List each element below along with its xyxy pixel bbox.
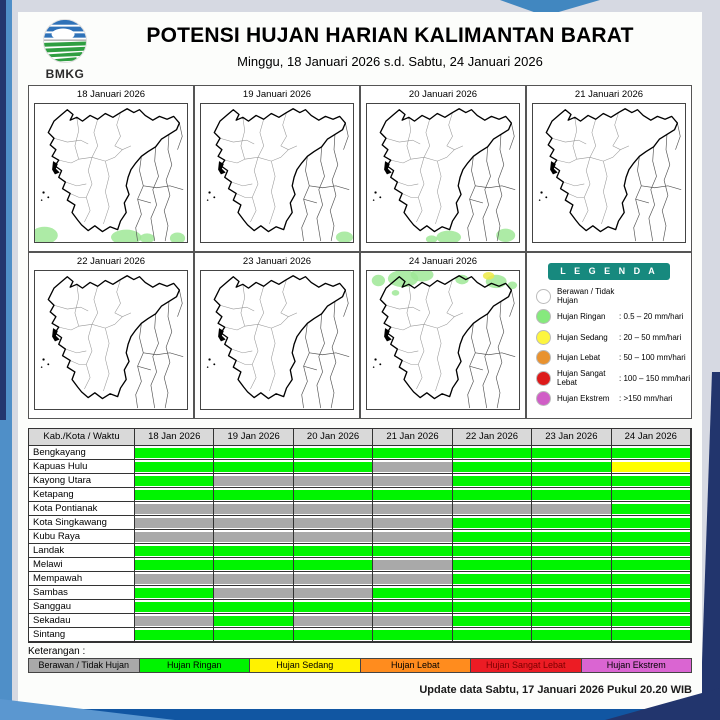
forecast-cell-ringan bbox=[214, 628, 293, 642]
legend-item bbox=[527, 307, 691, 328]
forecast-cell-ringan bbox=[373, 586, 452, 600]
forecast-cell-ringan bbox=[294, 628, 373, 642]
legend-item-range: : >150 mm/hari bbox=[619, 394, 673, 404]
map-kalimantan-barat bbox=[533, 104, 685, 242]
forecast-cell-berawan bbox=[214, 516, 293, 530]
forecast-cell-berawan bbox=[294, 530, 373, 544]
table-row-label: Kota Singkawang bbox=[29, 516, 135, 530]
forecast-cell-ringan bbox=[612, 600, 691, 614]
page-subtitle: Minggu, 18 Januari 2026 s.d. Sabtu, 24 Januari 2026 bbox=[237, 54, 543, 69]
forecast-cell-ringan bbox=[532, 488, 611, 502]
map-panel bbox=[526, 85, 692, 252]
table-header-date: 23 Jan 2026 bbox=[532, 429, 611, 446]
forecast-cell-ringan bbox=[294, 460, 373, 474]
legend-item-label: Hujan Ekstrem bbox=[557, 394, 610, 404]
forecast-cell-ringan bbox=[532, 544, 611, 558]
map-frame bbox=[34, 270, 188, 410]
legend-item-label: Berawan / Tidak Hujan bbox=[557, 287, 615, 306]
bmkg-logo bbox=[32, 18, 98, 81]
forecast-cell-ringan bbox=[453, 460, 532, 474]
map-kalimantan-barat bbox=[367, 271, 519, 409]
forecast-cell-berawan bbox=[214, 502, 293, 516]
table-header-date: 20 Jan 2026 bbox=[294, 429, 373, 446]
keterangan-bar bbox=[28, 658, 692, 673]
legend-item-range: : 20 – 50 mm/hari bbox=[619, 332, 682, 342]
forecast-cell-ringan bbox=[453, 572, 532, 586]
map-frame bbox=[200, 270, 354, 410]
table-row-label: Melawi bbox=[29, 558, 135, 572]
forecast-cell-sedang bbox=[612, 460, 691, 474]
panel-date: 20 Januari 2026 bbox=[408, 89, 478, 100]
forecast-cell-ringan bbox=[453, 446, 532, 460]
forecast-cell-ringan bbox=[612, 544, 691, 558]
table-row-label: Kapuas Hulu bbox=[29, 460, 135, 474]
forecast-cell-ringan bbox=[612, 530, 691, 544]
legend-item bbox=[527, 327, 691, 348]
forecast-cell-ringan bbox=[612, 502, 691, 516]
forecast-cell-ringan bbox=[214, 488, 293, 502]
keterangan-segment: Hujan Ekstrem bbox=[582, 659, 692, 672]
table-row-label: Sintang bbox=[29, 628, 135, 642]
table-header-date: 21 Jan 2026 bbox=[373, 429, 452, 446]
forecast-cell-berawan bbox=[135, 530, 214, 544]
panel-date: 23 Januari 2026 bbox=[242, 256, 312, 267]
forecast-cell-ringan bbox=[612, 628, 691, 642]
legend-color-dot bbox=[536, 391, 551, 406]
legend-item-label: Hujan Sedang bbox=[557, 332, 608, 342]
keterangan-segment: Hujan Sangat Lebat bbox=[471, 659, 582, 672]
forecast-cell-ringan bbox=[453, 488, 532, 502]
keterangan-segment: Hujan Sedang bbox=[250, 659, 361, 672]
legend-color-dot bbox=[536, 350, 551, 365]
forecast-cell-ringan bbox=[135, 586, 214, 600]
legend-item bbox=[527, 286, 691, 307]
forecast-cell-berawan bbox=[214, 572, 293, 586]
forecast-cell-berawan bbox=[373, 614, 452, 628]
table-row-label: Kota Pontianak bbox=[29, 502, 135, 516]
panel-date: 24 Januari 2026 bbox=[408, 256, 478, 267]
forecast-cell-ringan bbox=[214, 614, 293, 628]
forecast-cell-ringan bbox=[453, 516, 532, 530]
forecast-table bbox=[28, 428, 692, 643]
table-header-date: 24 Jan 2026 bbox=[612, 429, 691, 446]
legend-item bbox=[527, 348, 691, 369]
legend-item-label: Hujan Ringan bbox=[557, 312, 606, 322]
forecast-cell-berawan bbox=[294, 572, 373, 586]
table-header-date: 19 Jan 2026 bbox=[214, 429, 293, 446]
panel-date: 19 Januari 2026 bbox=[242, 89, 312, 100]
forecast-cell-ringan bbox=[453, 628, 532, 642]
bmkg-logo-icon bbox=[42, 18, 88, 64]
map-panels bbox=[28, 85, 692, 419]
map-kalimantan-barat bbox=[367, 104, 519, 242]
update-timestamp: Update data Sabtu, 17 Januari 2026 Pukul 20.20 WIB bbox=[419, 684, 692, 696]
forecast-cell-ringan bbox=[532, 474, 611, 488]
legend-color-dot bbox=[536, 330, 551, 345]
map-panel bbox=[28, 85, 194, 252]
map-kalimantan-barat bbox=[35, 271, 187, 409]
forecast-cell-ringan bbox=[532, 600, 611, 614]
forecast-cell-berawan bbox=[373, 530, 452, 544]
map-kalimantan-barat bbox=[201, 104, 353, 242]
map-panel bbox=[28, 252, 194, 419]
table-row-label: Mempawah bbox=[29, 572, 135, 586]
legend-item-range: : 100 – 150 mm/hari bbox=[619, 373, 691, 383]
forecast-cell-ringan bbox=[135, 474, 214, 488]
forecast-cell-ringan bbox=[135, 628, 214, 642]
forecast-cell-ringan bbox=[612, 446, 691, 460]
map-frame bbox=[366, 270, 520, 410]
forecast-cell-berawan bbox=[294, 516, 373, 530]
page-title: POTENSI HUJAN HARIAN KALIMANTAN BARAT bbox=[146, 24, 634, 47]
forecast-cell-ringan bbox=[532, 586, 611, 600]
forecast-cell-ringan bbox=[214, 600, 293, 614]
forecast-cell-ringan bbox=[294, 446, 373, 460]
forecast-cell-berawan bbox=[135, 572, 214, 586]
forecast-cell-ringan bbox=[453, 474, 532, 488]
legend-color-dot bbox=[536, 289, 551, 304]
table-row-label: Sambas bbox=[29, 586, 135, 600]
forecast-cell-ringan bbox=[214, 544, 293, 558]
forecast-cell-ringan bbox=[373, 488, 452, 502]
forecast-cell-ringan bbox=[453, 600, 532, 614]
forecast-cell-ringan bbox=[532, 628, 611, 642]
keterangan-segment: Hujan Ringan bbox=[140, 659, 251, 672]
legend-title: L E G E N D A bbox=[548, 263, 670, 280]
forecast-cell-ringan bbox=[135, 544, 214, 558]
forecast-cell-berawan bbox=[453, 502, 532, 516]
panel-date: 22 Januari 2026 bbox=[76, 256, 146, 267]
map-panel bbox=[194, 252, 360, 419]
forecast-cell-ringan bbox=[453, 558, 532, 572]
forecast-cell-ringan bbox=[532, 614, 611, 628]
forecast-cell-ringan bbox=[373, 446, 452, 460]
table-header-date: 18 Jan 2026 bbox=[135, 429, 214, 446]
forecast-cell-ringan bbox=[532, 572, 611, 586]
forecast-cell-berawan bbox=[294, 614, 373, 628]
forecast-cell-berawan bbox=[214, 474, 293, 488]
forecast-cell-ringan bbox=[214, 460, 293, 474]
content-sheet bbox=[18, 12, 702, 709]
keterangan-segment: Hujan Lebat bbox=[361, 659, 472, 672]
forecast-cell-berawan bbox=[373, 516, 452, 530]
forecast-cell-berawan bbox=[214, 530, 293, 544]
forecast-cell-berawan bbox=[294, 502, 373, 516]
forecast-cell-ringan bbox=[453, 530, 532, 544]
right-navy-wedge bbox=[700, 372, 720, 720]
forecast-cell-ringan bbox=[294, 558, 373, 572]
map-panel bbox=[194, 85, 360, 252]
map-frame bbox=[532, 103, 686, 243]
forecast-cell-ringan bbox=[373, 600, 452, 614]
table-header-region: Kab./Kota / Waktu bbox=[29, 429, 135, 446]
forecast-cell-ringan bbox=[373, 544, 452, 558]
legend-item-range: : 0.5 – 20 mm/hari bbox=[619, 312, 684, 322]
keterangan-label: Keterangan : bbox=[28, 646, 86, 657]
table-row-label: Bengkayang bbox=[29, 446, 135, 460]
map-frame bbox=[200, 103, 354, 243]
forecast-cell-ringan bbox=[373, 628, 452, 642]
legend-item bbox=[527, 389, 691, 410]
legend-color-dot bbox=[536, 309, 551, 324]
table-row-label: Sekadau bbox=[29, 614, 135, 628]
forecast-cell-ringan bbox=[612, 488, 691, 502]
map-kalimantan-barat bbox=[201, 271, 353, 409]
legend-items bbox=[527, 286, 691, 409]
table-header-date: 22 Jan 2026 bbox=[453, 429, 532, 446]
forecast-cell-berawan bbox=[373, 558, 452, 572]
legend-color-dot bbox=[536, 371, 551, 386]
forecast-cell-ringan bbox=[294, 544, 373, 558]
legend-item-label: Hujan Lebat bbox=[557, 353, 601, 363]
forecast-cell-ringan bbox=[612, 474, 691, 488]
forecast-cell-berawan bbox=[373, 474, 452, 488]
forecast-cell-ringan bbox=[612, 572, 691, 586]
forecast-cell-ringan bbox=[532, 516, 611, 530]
forecast-cell-ringan bbox=[532, 460, 611, 474]
forecast-cell-ringan bbox=[612, 614, 691, 628]
forecast-cell-ringan bbox=[532, 558, 611, 572]
map-frame bbox=[34, 103, 188, 243]
forecast-cell-berawan bbox=[294, 586, 373, 600]
left-navy-band bbox=[0, 0, 6, 420]
bmkg-logo-text: BMKG bbox=[45, 67, 85, 81]
table-row-label: Landak bbox=[29, 544, 135, 558]
map-panel bbox=[360, 85, 526, 252]
legend-panel bbox=[526, 252, 692, 419]
forecast-cell-berawan bbox=[532, 502, 611, 516]
table-row-label: Ketapang bbox=[29, 488, 135, 502]
forecast-cell-ringan bbox=[135, 446, 214, 460]
forecast-cell-ringan bbox=[135, 488, 214, 502]
forecast-cell-berawan bbox=[373, 502, 452, 516]
forecast-cell-ringan bbox=[453, 544, 532, 558]
forecast-cell-ringan bbox=[294, 600, 373, 614]
forecast-cell-ringan bbox=[612, 516, 691, 530]
keterangan-segment: Berawan / Tidak Hujan bbox=[29, 659, 140, 672]
forecast-cell-berawan bbox=[135, 614, 214, 628]
table-row-label: Kayong Utara bbox=[29, 474, 135, 488]
forecast-cell-ringan bbox=[532, 446, 611, 460]
map-kalimantan-barat bbox=[35, 104, 187, 242]
map-frame bbox=[366, 103, 520, 243]
panel-date: 18 Januari 2026 bbox=[76, 89, 146, 100]
forecast-cell-ringan bbox=[453, 614, 532, 628]
forecast-cell-berawan bbox=[294, 474, 373, 488]
forecast-cell-berawan bbox=[373, 572, 452, 586]
forecast-cell-ringan bbox=[612, 586, 691, 600]
forecast-cell-berawan bbox=[373, 460, 452, 474]
forecast-cell-ringan bbox=[214, 558, 293, 572]
legend-item-range: : 50 – 100 mm/hari bbox=[619, 353, 686, 363]
forecast-cell-berawan bbox=[214, 586, 293, 600]
map-panel bbox=[360, 252, 526, 419]
forecast-cell-ringan bbox=[135, 460, 214, 474]
forecast-cell-ringan bbox=[612, 558, 691, 572]
forecast-cell-ringan bbox=[135, 600, 214, 614]
forecast-cell-ringan bbox=[532, 530, 611, 544]
table-row-label: Sanggau bbox=[29, 600, 135, 614]
forecast-cell-berawan bbox=[135, 502, 214, 516]
panel-date: 21 Januari 2026 bbox=[574, 89, 644, 100]
forecast-cell-berawan bbox=[135, 516, 214, 530]
legend-item-label: Hujan Sangat Lebat bbox=[557, 369, 606, 388]
table-row-label: Kubu Raya bbox=[29, 530, 135, 544]
forecast-cell-ringan bbox=[214, 446, 293, 460]
forecast-cell-ringan bbox=[453, 586, 532, 600]
legend-item bbox=[527, 368, 691, 389]
forecast-cell-ringan bbox=[294, 488, 373, 502]
forecast-cell-ringan bbox=[135, 558, 214, 572]
